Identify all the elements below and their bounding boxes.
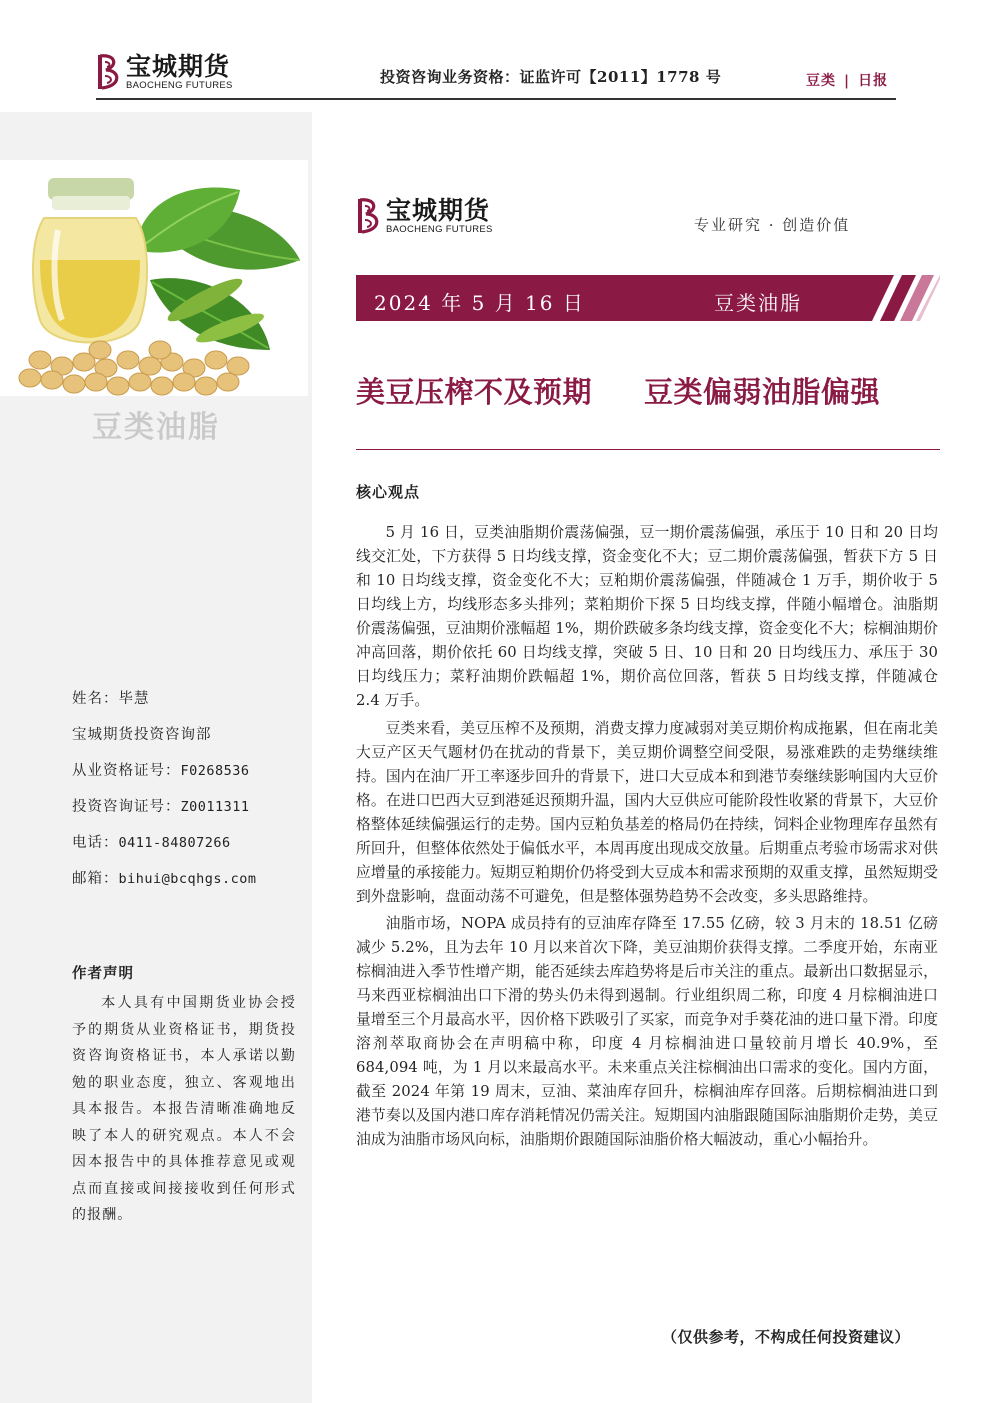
brand-name-cn: 宝城期货	[126, 51, 231, 81]
qualification-row	[72, 762, 257, 780]
consulting-number: Z0011311	[180, 799, 250, 815]
qualification-number: F0268536	[180, 763, 250, 779]
analyst-name: 毕慧	[118, 691, 150, 707]
section-title-core-view: 核心观点	[356, 483, 421, 501]
phone-row	[72, 834, 257, 852]
analyst-info	[72, 690, 257, 906]
phone-label: 电话：	[72, 835, 119, 851]
headline-part-1: 美豆压榨不及预期	[356, 375, 593, 409]
header-divider	[96, 98, 896, 100]
report-date: 2024 年 5 月 16 日	[374, 291, 585, 315]
report-frequency: 日报	[858, 73, 889, 89]
author-statement-text: 本人具有中国期货业协会授予的期货从业资格证书，期货投资咨询资格证书，本人承诺以勤勉的职业态度，独立、客观地出具本报告。本报告清晰准确地反映了本人的研究观点。本人不会因本报告中的具体推荐意见或观点而直接或间接接收到任何形式的报酬。	[72, 995, 296, 1223]
slogan: 专业研究 · 创造价值	[694, 216, 851, 234]
email-address: bihui@bcqhgs.com	[118, 871, 257, 887]
body-paragraph: 油脂市场，NOPA 成员持有的豆油库存降至 17.55 亿磅，较 3 月末的 18.51 亿磅减少 5.2%，且为去年 10 月以来首次下降，美豆油期价获得支撑。二季度开始，东南亚棕榈油进入季节性增产期，能否延续去库趋势将是后市关注的重点。最新出口数据显示，马来西亚棕榈油出口下滑的势头仍未得到遏制。行业组织周二称，印度 4 月棕榈油进口量增至三个月最高水平，因价格下跌吸引了买家，而竞争对手葵花油的进口量下滑。印度溶剂萃取商协会在声明稿中称，印度 4 月棕榈油进口量较前月增长 40.9%，至 684,094 吨，为 1 月以来最高水平。未来重点关注棕榈油出口需求的变化。国内方面，截至 2024 年第 19 周末，豆油、菜油库存回升，棕榈油库存回落。后期棕榈油进口到港节奏以及国内港口库存消耗情况仍需关注。短期国内油脂跟随国际油脂期价走势，美豆油成为油脂市场风向标，油脂期价跟随国际油脂价格大幅波动，重心小幅抬升。	[356, 915, 938, 1149]
analyst-name-label: 姓名：	[72, 691, 119, 707]
qualification-label: 从业资格证号：	[72, 763, 181, 779]
report-category: 豆类	[806, 73, 836, 89]
consulting-row	[72, 798, 257, 816]
brand-name-cn: 宝城期货	[386, 195, 491, 225]
body-paragraph: 5 月 16 日，豆类油脂期价震荡偏强，豆一期价震荡偏强，承压于 10 日和 20 日均线交汇处，下方获得 5 日均线支撑，资金变化不大；豆二期价震荡偏强，暂获下方 5 日和 10 日均线支撑，资金变化不大；豆粕期价震荡偏强，伴随减仓 1 万手，期价收于 5 日均线上方，均线形态多头排列；菜粕期价下探 5 日均线支撑，伴随小幅增仓。油脂期价震荡偏强，豆油期价涨幅超 1%，期价跌破多条均线支撑，资金变化不大；棕榈油期价冲高回落，期价依托 60 日均线支撑，突破 5 日、10 日和 20 日均线压力、承压于 30 日均线压力；菜籽油期价跌幅超 1%，期价高位回落，暂获 5 日均线支撑，伴随减仓 2.4 万手。	[356, 524, 938, 709]
tag-separator: |	[844, 73, 851, 89]
analyst-department: 宝城期货投资咨询部	[72, 727, 212, 743]
author-statement-title: 作者声明	[72, 965, 134, 982]
date-banner	[356, 275, 940, 321]
email-label: 邮箱：	[72, 871, 119, 887]
disclaimer: （仅供参考，不构成任何投资建议）	[662, 1328, 911, 1346]
analyst-name-row	[72, 690, 257, 708]
sidebar-category-title: 豆类油脂	[92, 410, 220, 445]
page-header	[0, 0, 992, 104]
license-text: 投资咨询业务资格：证监许可【2011】1778 号	[380, 68, 722, 86]
author-statement-body	[72, 990, 296, 1229]
body-paragraph: 豆类来看，美豆压榨不及预期，消费支撑力度减弱对美豆期价构成拖累，但在南北美大豆产区天气题材仍在扰动的背景下，美豆期价调整空间受限，易涨难跌的走势继续维持。国内在油厂开工率逐步回升的背景下，进口大豆成本和到港节奏继续影响国内大豆价格。在进口巴西大豆到港延迟预期升温，国内大豆供应可能阶段性收紧的背景下，大豆价格整体延续偏强运行的走势。国内豆粕负基差的格局仍在持续，饲料企业物理库存虽然有所回升，但整体依然处于偏低水平，本周再度出现成交放量。后期重点考验市场需求对供应增量的承接能力。短期豆粕期价仍将受到大豆成本和需求预期的双重支撑，虽然短期受到外盘影响，盘面动荡不可避免，但是整体强势趋势不会改变，多头思路维持。	[356, 719, 938, 905]
report-headline	[356, 370, 946, 411]
hero-image	[0, 160, 308, 396]
consulting-label: 投资咨询证号：	[72, 799, 181, 815]
report-body	[356, 521, 938, 1156]
phone-number: 0411-84807266	[118, 835, 231, 851]
report-type-tag	[806, 70, 888, 90]
brand-name-en: BAOCHENG FUTURES	[126, 79, 233, 91]
brand-name-en: BAOCHENG FUTURES	[386, 223, 493, 235]
brand-logo-main	[356, 196, 493, 236]
soybean-oil-illustration	[0, 160, 308, 396]
title-divider	[356, 449, 940, 450]
brand-b-icon	[96, 52, 122, 92]
brand-b-icon	[356, 196, 382, 236]
report-category-banner: 豆类油脂	[714, 291, 802, 315]
email-row	[72, 870, 257, 888]
headline-part-2: 豆类偏弱油脂偏强	[644, 375, 881, 409]
brand-logo-header	[96, 52, 233, 92]
